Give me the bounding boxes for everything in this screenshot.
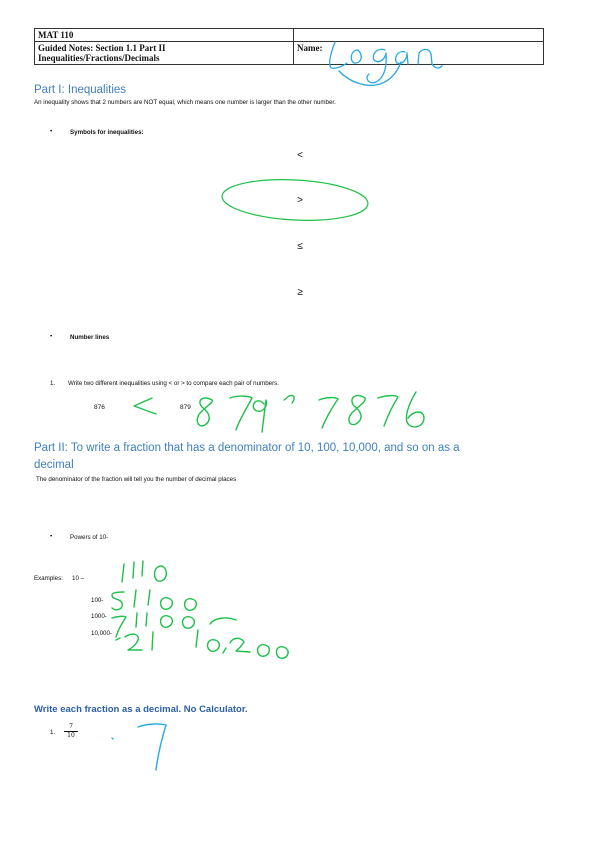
symbol-less-equal: ≤: [297, 241, 303, 252]
example-1000: 1000-: [91, 613, 107, 620]
bullet-dot: •: [50, 533, 53, 540]
question-1-marker: 1.: [50, 380, 56, 387]
symbol-greater-than: >: [297, 195, 303, 206]
part1-intro: An inequality shows that 2 numbers are NOT equal, which means one number is larger than the other number.: [34, 99, 336, 106]
question-1-text: Write two different inequalities using < or > to compare each pair of numbers.: [68, 380, 279, 387]
symbol-greater-equal: ≥: [297, 287, 303, 298]
part3-heading: Write each fraction as a decimal. No Calculator.: [34, 704, 248, 715]
handwritten-fraction-answer: [112, 724, 166, 770]
circle-around-greater-than: [221, 176, 369, 224]
fraction-denominator: 10: [64, 731, 78, 739]
handwritten-name: [330, 42, 442, 85]
symbols-label: Symbols for inequalities:: [70, 129, 144, 136]
powers-label: Powers of 10-: [70, 534, 109, 541]
name-label: Name:: [297, 43, 323, 53]
symbol-less-than: <: [297, 150, 303, 161]
course-cell: MAT 110: [35, 29, 294, 42]
example-10: 10 –: [72, 575, 85, 582]
notes-title-line1: Guided Notes: Section 1.1 Part II: [38, 43, 166, 53]
fraction-numerator: 7: [69, 723, 73, 730]
notes-title-line2: Inequalities/Fractions/Decimals: [38, 53, 160, 63]
pair-number-a: 876: [94, 404, 105, 411]
example-10000: 10,000-: [91, 630, 112, 637]
example-100: 100-: [91, 597, 104, 604]
examples-label: Examples:: [34, 575, 63, 582]
bullet-dot: •: [50, 128, 53, 135]
bullet-dot: •: [50, 333, 53, 340]
part2-heading-line2: decimal: [34, 459, 74, 471]
handwritten-powers-of-ten: [112, 561, 288, 658]
part2-heading-line1: Part II: To write a fraction that has a denominator of 10, 100, 10,000, and so on as a: [34, 442, 460, 454]
pair-number-b: 879: [180, 404, 191, 411]
number-lines-label: Number lines: [70, 334, 110, 341]
part1-heading: Part I: Inequalities: [34, 84, 127, 96]
fraction-item-marker: 1.: [50, 729, 56, 736]
handwritten-inequality-answer: [134, 392, 424, 432]
part2-intro: The denominator of the fraction will tell you the number of decimal places: [36, 476, 237, 483]
